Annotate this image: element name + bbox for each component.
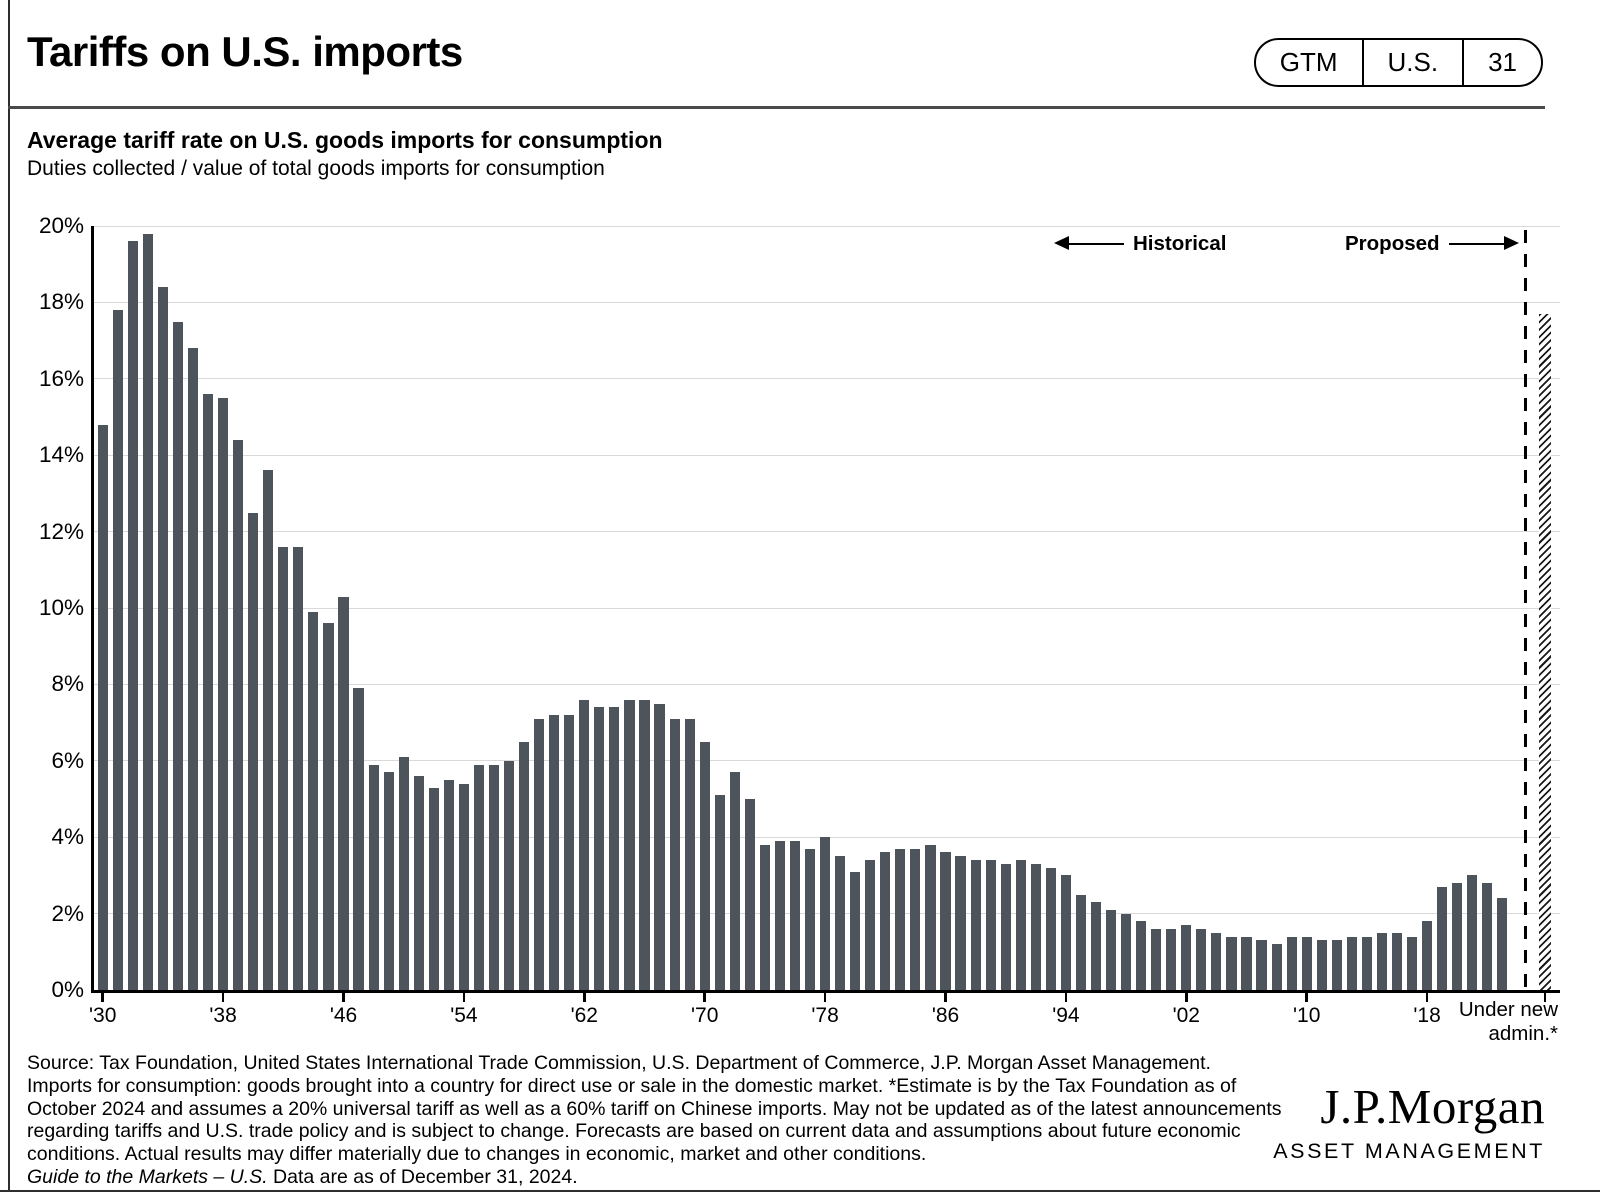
tariff-bar-1985 bbox=[925, 845, 935, 990]
tariff-bar-2017 bbox=[1407, 937, 1417, 990]
tariff-bar-1954 bbox=[459, 784, 469, 990]
tariff-bar-1938 bbox=[218, 398, 228, 990]
x-tick-label: '30 bbox=[89, 1004, 117, 1027]
tariff-bar-2020 bbox=[1452, 883, 1462, 990]
x-tick-label: '46 bbox=[329, 1004, 358, 1027]
tariff-bar-1974 bbox=[760, 845, 770, 990]
x-tick-label: '18 bbox=[1413, 1004, 1441, 1027]
tariff-bar-1970 bbox=[700, 742, 710, 990]
y-tick-label: 10% bbox=[38, 595, 84, 620]
x-tick bbox=[1305, 993, 1308, 1002]
footnote-line: Imports for consumption: goods brought into a country for direct use or sale in the domestic market. *Estimate is by the Tax Foundation as of bbox=[27, 1074, 1237, 1097]
y-tick-label: 4% bbox=[51, 824, 84, 850]
tariff-bar-1935 bbox=[173, 322, 183, 991]
y-tick-label: 16% bbox=[38, 365, 84, 391]
tariff-bar-1987 bbox=[955, 856, 965, 990]
tariff-bar-1999 bbox=[1136, 921, 1146, 990]
tariff-bar-1997 bbox=[1106, 910, 1116, 990]
tariff-bar-1961 bbox=[564, 715, 574, 990]
source-footnote bbox=[27, 1052, 1282, 1189]
tariff-bar-2023 bbox=[1497, 898, 1507, 990]
y-tick-label: 20% bbox=[38, 213, 84, 238]
x-tick bbox=[703, 993, 706, 1002]
tariff-bar-1967 bbox=[654, 704, 664, 991]
tariff-bar-1966 bbox=[639, 700, 649, 990]
y-axis-labels bbox=[18, 213, 84, 1002]
gridline bbox=[93, 378, 1560, 379]
tariff-bar-1958 bbox=[519, 742, 529, 990]
tariff-bar-1984 bbox=[910, 849, 920, 990]
x-tick-label: '38 bbox=[209, 1004, 237, 1027]
tariff-bar-1956 bbox=[489, 765, 499, 990]
tariff-bar-1952 bbox=[429, 788, 439, 990]
x-tick-label: '02 bbox=[1172, 1004, 1200, 1027]
tariff-bar-1940 bbox=[248, 513, 258, 991]
page-title: Tariffs on U.S. imports bbox=[27, 28, 463, 75]
x-tick-label: '86 bbox=[931, 1004, 960, 1027]
left-arrow-icon bbox=[1068, 243, 1124, 246]
footnote-line: Source: Tax Foundation, United States International Trade Commission, U.S. Department of Commerce, J.P. Morgan Asset Management. bbox=[27, 1052, 1211, 1074]
gridline bbox=[93, 531, 1560, 532]
tariff-bar-1932 bbox=[128, 241, 138, 990]
tariff-bar-2010 bbox=[1302, 937, 1312, 990]
tariff-bar-1951 bbox=[414, 776, 424, 990]
x-tick bbox=[1065, 993, 1068, 1002]
y-tick-label: 2% bbox=[51, 900, 84, 926]
tariff-bar-1998 bbox=[1121, 914, 1131, 990]
tariff-bar-2011 bbox=[1317, 940, 1327, 990]
tariff-bar-2005 bbox=[1226, 937, 1236, 990]
tariff-bar-1965 bbox=[624, 700, 634, 990]
x-tick bbox=[1426, 993, 1429, 1002]
tariff-bar-1957 bbox=[504, 761, 514, 990]
tariff-bar-2006 bbox=[1241, 937, 1251, 990]
jpmorgan-logo bbox=[1273, 1078, 1545, 1164]
tariff-bar-1981 bbox=[865, 860, 875, 990]
proposed-tariff-bar bbox=[1539, 314, 1551, 990]
tariff-bar-1964 bbox=[609, 707, 619, 990]
tariff-bar-2007 bbox=[1256, 940, 1266, 990]
tariff-bar-1975 bbox=[775, 841, 785, 990]
footnote-line: regarding tariffs and U.S. trade policy and is subject to change. Forecasts are based on current data and assumptions about future economic bbox=[27, 1120, 1241, 1143]
tariff-bar-2022 bbox=[1482, 883, 1492, 990]
badge-gtm: GTM bbox=[1279, 47, 1338, 77]
slide-left-border bbox=[8, 0, 10, 1192]
tariff-bar-2001 bbox=[1166, 929, 1176, 990]
tariff-bar-1996 bbox=[1091, 902, 1101, 990]
tariff-bar-1960 bbox=[549, 715, 559, 990]
x-tick bbox=[101, 993, 104, 1002]
tariff-bar-1947 bbox=[353, 688, 363, 990]
x-tick bbox=[342, 993, 345, 1002]
tariff-bar-2000 bbox=[1151, 929, 1161, 990]
proposed-label: Proposed bbox=[1345, 232, 1440, 255]
x-tick bbox=[944, 993, 947, 1002]
tariff-bar-1978 bbox=[820, 837, 830, 990]
x-tick bbox=[222, 993, 225, 1002]
under-new-admin-label: Under new admin.* bbox=[1458, 998, 1558, 1045]
tariff-bar-1939 bbox=[233, 440, 243, 990]
tariff-bar-1969 bbox=[685, 719, 695, 990]
historical-proposed-divider bbox=[1524, 230, 1527, 988]
x-tick bbox=[1185, 993, 1188, 1002]
tariff-bar-1963 bbox=[594, 707, 604, 990]
tariff-bar-1972 bbox=[730, 772, 740, 990]
x-tick bbox=[824, 993, 827, 1002]
x-tick-label: '94 bbox=[1052, 1004, 1080, 1027]
tariff-bar-1995 bbox=[1076, 895, 1086, 991]
y-axis-line bbox=[91, 226, 94, 993]
right-arrow-icon bbox=[1449, 243, 1505, 246]
tariff-bar-2015 bbox=[1377, 933, 1387, 990]
tariff-bar-1955 bbox=[474, 765, 484, 990]
tariff-bar-1945 bbox=[323, 623, 333, 990]
tariff-bar-1934 bbox=[158, 287, 168, 990]
tariff-bar-1959 bbox=[534, 719, 544, 990]
header-divider bbox=[8, 106, 1545, 109]
chart-subheading: Duties collected / value of total goods imports for consumption bbox=[27, 157, 605, 180]
y-tick-label: 6% bbox=[51, 747, 84, 773]
tariff-bar-1968 bbox=[670, 719, 680, 990]
tariff-bar-1943 bbox=[293, 547, 303, 990]
footnote-line: conditions. Actual results may differ materially due to changes in economic, market and other conditions. bbox=[27, 1143, 927, 1166]
x-tick-label: '70 bbox=[691, 1004, 719, 1027]
tariff-bar-2012 bbox=[1332, 940, 1342, 990]
badge-region: U.S. bbox=[1362, 40, 1463, 85]
tariff-bar-1930 bbox=[98, 425, 108, 990]
tariff-bar-1950 bbox=[399, 757, 409, 990]
gridline bbox=[93, 608, 1560, 609]
x-tick-label: '10 bbox=[1293, 1004, 1321, 1027]
historical-annotation bbox=[1068, 232, 1226, 256]
tariff-bar-2009 bbox=[1287, 937, 1297, 990]
gtm-attribution-line: Guide to the Markets – U.S. Data are as of December 31, 2024. bbox=[27, 1165, 578, 1188]
tariff-bar-1973 bbox=[745, 799, 755, 990]
y-tick-label: 8% bbox=[51, 671, 84, 697]
tariff-bar-1946 bbox=[338, 597, 348, 990]
tariff-bar-1941 bbox=[263, 470, 273, 990]
tariff-bar-1982 bbox=[880, 852, 890, 990]
x-tick-label: '78 bbox=[811, 1004, 839, 1027]
jpmorgan-wordmark: J.P.Morgan bbox=[1320, 1079, 1545, 1134]
asset-management-label: ASSET MANAGEMENT bbox=[1273, 1139, 1545, 1163]
tariff-bar-2002 bbox=[1181, 925, 1191, 990]
tariff-bar-1971 bbox=[715, 795, 725, 990]
tariff-bar-1936 bbox=[188, 348, 198, 990]
y-tick-label: 0% bbox=[51, 977, 84, 1002]
chart-heading: Average tariff rate on U.S. goods imports for consumption bbox=[27, 127, 663, 153]
tariff-bar-1993 bbox=[1046, 868, 1056, 990]
tariff-bar-2008 bbox=[1272, 944, 1282, 990]
gridline bbox=[93, 455, 1560, 456]
slide-bottom-border bbox=[0, 1190, 1600, 1192]
tariff-bar-1953 bbox=[444, 780, 454, 990]
y-tick-label: 14% bbox=[38, 442, 84, 468]
tariff-bar-1983 bbox=[895, 849, 905, 990]
badge-page-number: 31 bbox=[1462, 40, 1541, 85]
tariff-bar-2013 bbox=[1347, 937, 1357, 990]
tariff-bar-2019 bbox=[1437, 887, 1447, 990]
tariff-bar-2003 bbox=[1196, 929, 1206, 990]
gridline bbox=[93, 302, 1560, 303]
x-tick bbox=[463, 993, 466, 1002]
x-tick-label: '62 bbox=[570, 1004, 598, 1027]
tariff-bar-1986 bbox=[940, 852, 950, 990]
x-tick bbox=[583, 993, 586, 1002]
gtm-page-badge bbox=[1254, 38, 1543, 87]
tariff-bar-1989 bbox=[986, 860, 996, 990]
tariff-bar-1994 bbox=[1061, 875, 1071, 990]
x-tick-label: '54 bbox=[450, 1004, 478, 1027]
tariff-bar-2016 bbox=[1392, 933, 1402, 990]
tariff-bar-1937 bbox=[203, 394, 213, 990]
tariff-bar-1980 bbox=[850, 872, 860, 990]
tariff-bar-2004 bbox=[1211, 933, 1221, 990]
y-tick-label: 18% bbox=[38, 289, 84, 315]
tariff-bar-1988 bbox=[971, 860, 981, 990]
footnote-line: October 2024 and assumes a 20% universal tariff as well as a 60% tariff on Chinese imports. May not be updated as of the latest announcements bbox=[27, 1097, 1282, 1120]
tariff-bar-2014 bbox=[1362, 937, 1372, 990]
tariff-bar-1949 bbox=[384, 772, 394, 990]
tariff-bar-1990 bbox=[1001, 864, 1011, 990]
tariff-bar-1962 bbox=[579, 700, 589, 990]
tariff-bar-1991 bbox=[1016, 860, 1026, 990]
tariff-bar-1933 bbox=[143, 234, 153, 990]
y-tick-label: 12% bbox=[38, 518, 84, 544]
tariff-bar-1931 bbox=[113, 310, 123, 990]
gridline bbox=[93, 226, 1560, 227]
tariff-bar-1992 bbox=[1031, 864, 1041, 990]
tariff-bar-2021 bbox=[1467, 875, 1477, 990]
tariff-bar-2018 bbox=[1422, 921, 1432, 990]
historical-label: Historical bbox=[1133, 232, 1227, 255]
proposed-annotation bbox=[1345, 232, 1505, 256]
tariff-bar-1977 bbox=[805, 849, 815, 990]
tariff-bar-1976 bbox=[790, 841, 800, 990]
tariff-bar-1979 bbox=[835, 856, 845, 990]
tariff-bar-1942 bbox=[278, 547, 288, 990]
tariff-bar-1944 bbox=[308, 612, 318, 990]
tariff-bar-1948 bbox=[369, 765, 379, 990]
